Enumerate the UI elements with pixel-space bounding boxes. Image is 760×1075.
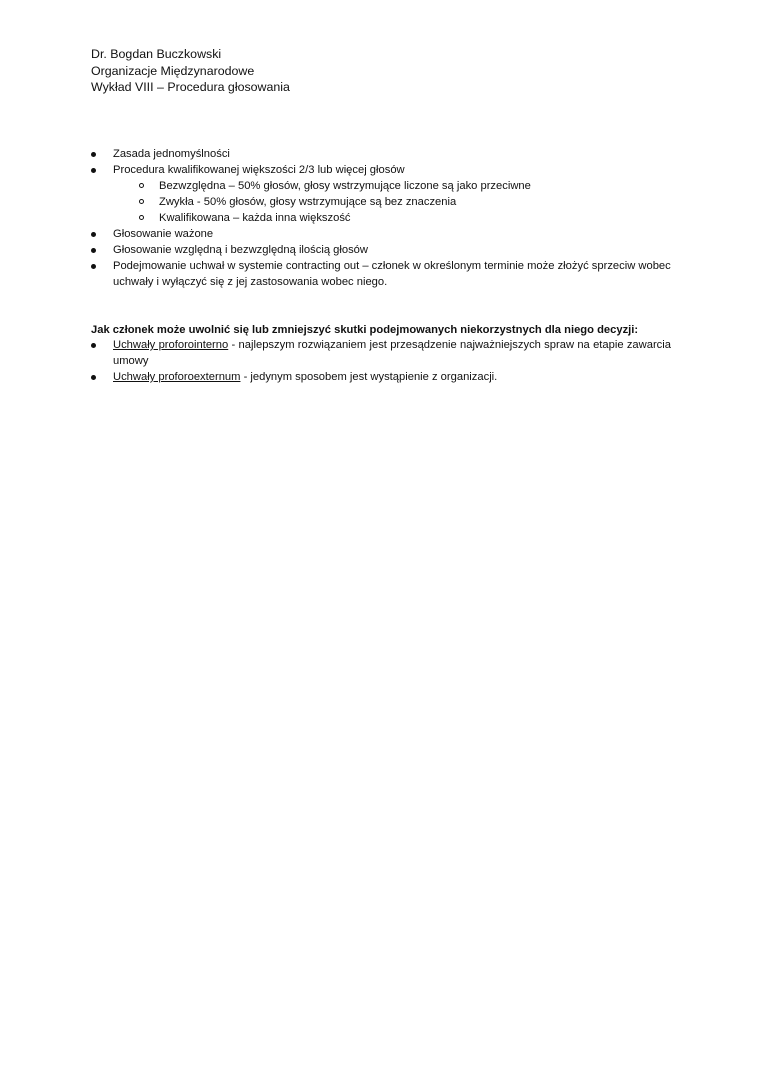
term-proforointerno: Uchwały proforointerno: [113, 339, 229, 351]
hollow-bullet-icon: [139, 199, 144, 204]
bullet-icon: [91, 232, 96, 237]
list-item: Zasada jednomyślności: [91, 146, 671, 162]
list-item: Podejmowanie uchwał w systemie contracting out – członek w określonym terminie może złożyć sprzeciw wobec uchwały i wyłączyć się z jej zastosowania wobec niego.: [91, 258, 671, 290]
bullet-icon: [91, 152, 96, 157]
lecture-title: Wykład VIII – Procedura głosowania: [91, 80, 290, 94]
hollow-bullet-icon: [139, 215, 144, 220]
list-item: Uchwały proforoexternum - jedynym sposobem jest wystąpienie z organizacji.: [91, 369, 671, 385]
bullet-icon: [91, 343, 96, 348]
list-item: Procedura kwalifikowanej większości 2/3 lub więcej głosów: [91, 162, 671, 178]
sub-list-item: Zwykła - 50% głosów, głosy wstrzymujące są bez znaczenia: [91, 194, 671, 210]
list-item: Uchwały proforointerno - najlepszym rozwiązaniem jest przesądzenie najważniejszych spraw na etapie zawarcia umowy: [91, 337, 671, 369]
author-line: Dr. Bogdan Buczkowski: [91, 47, 222, 61]
bullet-icon: [91, 375, 96, 380]
list-item: Głosowanie ważone: [91, 226, 671, 242]
document-header: [91, 46, 290, 96]
sub-list-item: Bezwzględna – 50% głosów, głosy wstrzymujące liczone są jako przeciwne: [91, 178, 671, 194]
course-line: Organizacje Międzynarodowe: [91, 63, 255, 78]
sub-list-item: Kwalifikowana – każda inna większość: [91, 210, 671, 226]
bullet-icon: [91, 168, 96, 173]
hollow-bullet-icon: [139, 183, 144, 188]
voting-procedures-list: [91, 146, 671, 290]
member-options-list: [91, 337, 671, 385]
bullet-icon: [91, 248, 96, 253]
list-item: Głosowanie względną i bezwzględną ilością głosów: [91, 242, 671, 258]
term-proforoexternum: Uchwały proforoexternum: [113, 371, 241, 383]
bullet-icon: [91, 264, 96, 269]
section-heading: Jak członek może uwolnić się lub zmniejszyć skutki podejmowanych niekorzystnych dla niego decyzji:: [91, 324, 639, 336]
